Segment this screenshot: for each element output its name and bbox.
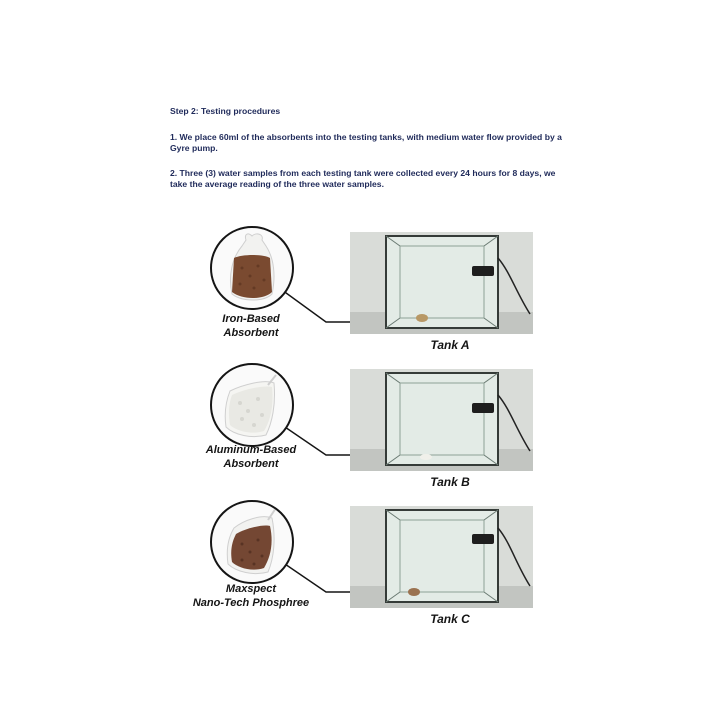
media-bag-image-iron (210, 226, 294, 310)
media-bag-image-aluminum (210, 363, 294, 447)
procedure-paragraph-2: 2. Three (3) water samples from each testing tank were collected every 24 hours for 8 days, we take the average reading of the three water samples. (170, 167, 556, 189)
tank-row-c (0, 500, 720, 630)
tank-row-a (0, 226, 720, 356)
media-bag-image-phosphree (210, 500, 294, 584)
tank-photo-c (350, 506, 533, 608)
procedure-paragraph-1: 1. We place 60ml of the absorbents into the testing tanks, with medium water flow provided by a Gyre pump. (170, 131, 562, 153)
media-label-aluminum: Aluminum-Based Absorbent (205, 444, 297, 470)
tank-label-b: Tank B (430, 475, 470, 489)
tank-photo-b (350, 369, 533, 471)
tank-label-c: Tank C (430, 612, 470, 626)
tank-photo-a (350, 232, 533, 334)
media-label-iron: Iron-Based Absorbent (222, 313, 280, 339)
procedure-text (170, 106, 570, 204)
step-title: Step 2: Testing procedures (170, 106, 281, 116)
media-label-phosphree: Maxspect Nano-Tech Phosphree (192, 583, 310, 609)
tank-row-b (0, 363, 720, 493)
tank-label-a: Tank A (430, 338, 470, 352)
